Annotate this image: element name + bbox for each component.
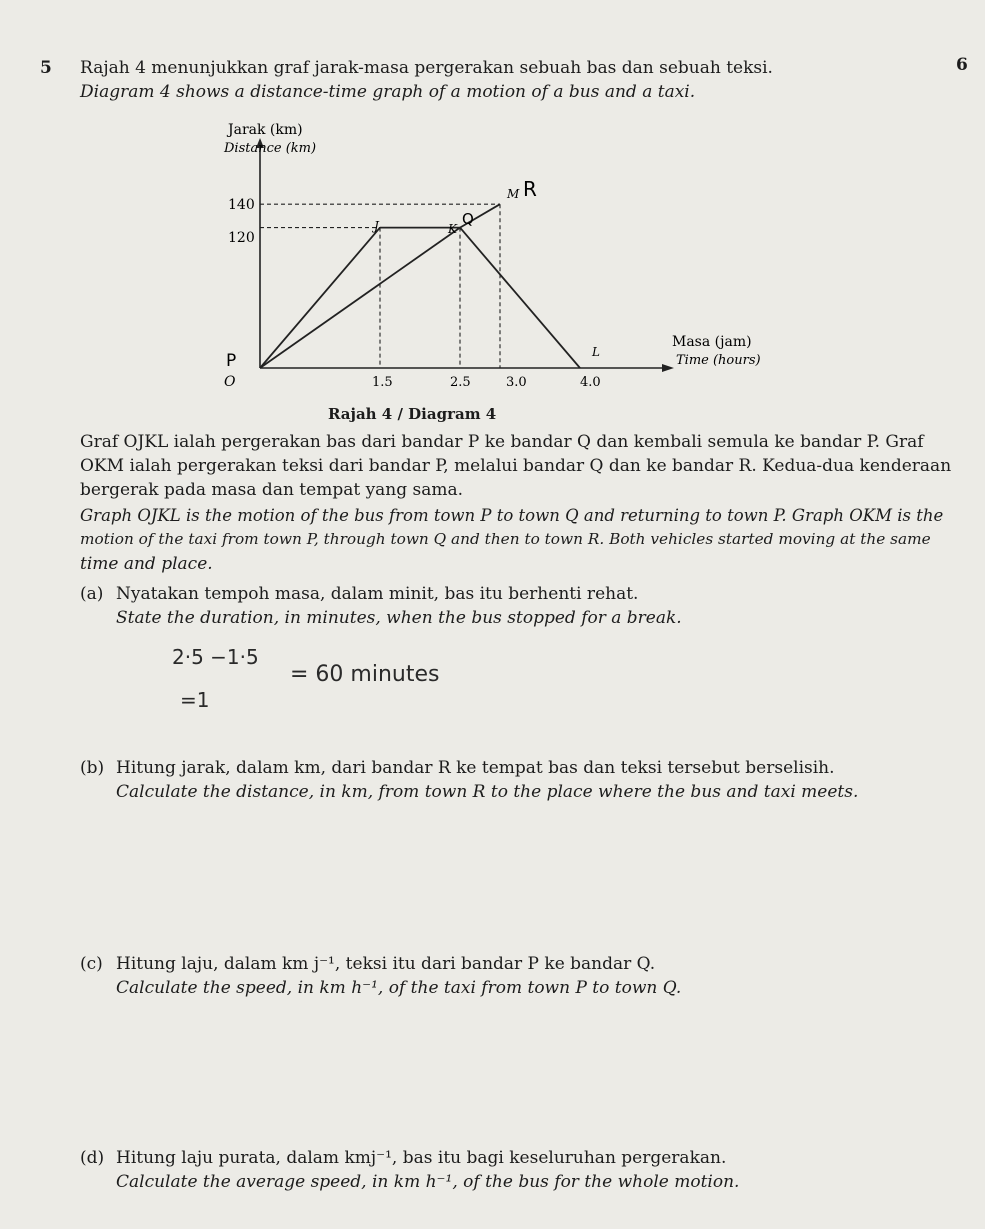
distance-time-graph (200, 120, 780, 420)
handwriting-a-line2: =1 (180, 688, 210, 712)
part-a-label: (a) (80, 584, 104, 604)
question-number: 5 (40, 58, 52, 78)
handwriting-a-equals: = 60 minutes (290, 662, 440, 687)
part-b-english: Calculate the distance, in km, from town R to the place where the bus and taxi meets. (116, 782, 859, 802)
part-d-malay: Hitung laju purata, dalam kmj⁻¹, bas itu bagi keseluruhan pergerakan. (116, 1148, 727, 1168)
handwriting-a-line1: 2·5 −1·5 (172, 645, 259, 669)
y-tick-140: 140 (228, 197, 255, 213)
intro-malay: Rajah 4 menunjukkan graf jarak-masa pergerakan sebuah bas dan sebuah teksi. (80, 58, 773, 78)
handwritten-q: Q (462, 210, 474, 228)
x-tick-2-5: 2.5 (450, 375, 471, 390)
part-a-english: State the duration, in minutes, when the bus stopped for a break. (116, 608, 682, 628)
point-label-m: M (507, 187, 520, 201)
part-d-english: Calculate the average speed, in km h⁻¹, of the bus for the whole motion. (116, 1172, 740, 1192)
diagram-caption: Rajah 4 / Diagram 4 (328, 405, 497, 423)
part-c-label: (c) (80, 954, 103, 974)
taxi-segment-0 (260, 228, 460, 368)
point-label-j: J (374, 219, 379, 233)
handwritten-r: R (523, 177, 537, 201)
x-tick-1-5: 1.5 (372, 375, 393, 390)
origin-label: O (224, 374, 236, 390)
x-axis-label-malay: Masa (jam) (672, 334, 752, 350)
paragraph-ms-line-3: bergerak pada masa dan tempat yang sama. (80, 480, 464, 500)
part-c-english: Calculate the speed, in km h⁻¹, of the taxi from town P to town Q. (116, 978, 682, 998)
point-label-l: L (592, 345, 600, 359)
paragraph-en-line-2: motion of the taxi from town P, through town Q and then to town R. Both vehicles started moving at the same (80, 530, 931, 548)
handwritten-p: P (226, 351, 237, 371)
y-axis-label-english: Distance (km) (224, 141, 317, 156)
part-a-malay: Nyatakan tempoh masa, dalam minit, bas itu berhenti rehat. (116, 584, 639, 604)
part-c-malay: Hitung laju, dalam km j⁻¹, teksi itu dari bandar P ke bandar Q. (116, 954, 656, 974)
paragraph-ms-line-2: OKM ialah pergerakan teksi dari bandar P, melalui bandar Q dan ke bandar R. Kedua-dua kenderaan (80, 456, 952, 476)
y-tick-120: 120 (228, 230, 255, 246)
paragraph-ms-line-1: Graf OJKL ialah pergerakan bas dari bandar P ke bandar Q dan kembali semula ke bandar P. Graf (80, 432, 924, 452)
part-b-malay: Hitung jarak, dalam km, dari bandar R ke tempat bas dan teksi tersebut berselisih. (116, 758, 835, 778)
x-axis-arrow-icon (662, 364, 674, 372)
bus-segment-2 (460, 228, 580, 368)
x-tick-3-0: 3.0 (506, 375, 527, 390)
part-d-label: (d) (80, 1148, 105, 1168)
intro-english: Diagram 4 shows a distance-time graph of a motion of a bus and a taxi. (80, 82, 696, 102)
paragraph-en-line-1: Graph OJKL is the motion of the bus from town P to town Q and returning to town P. Graph OKM is the (80, 506, 944, 525)
x-tick-4-0: 4.0 (580, 375, 601, 390)
part-b-label: (b) (80, 758, 105, 778)
x-axis-label-english: Time (hours) (676, 353, 761, 368)
y-axis-label-malay: Jarak (km) (228, 122, 303, 138)
paragraph-en-line-3: time and place. (80, 554, 213, 574)
point-label-k: K (448, 222, 457, 236)
marks: 6 (956, 55, 968, 75)
graph-series (260, 204, 580, 368)
bus-segment-0 (260, 228, 380, 368)
